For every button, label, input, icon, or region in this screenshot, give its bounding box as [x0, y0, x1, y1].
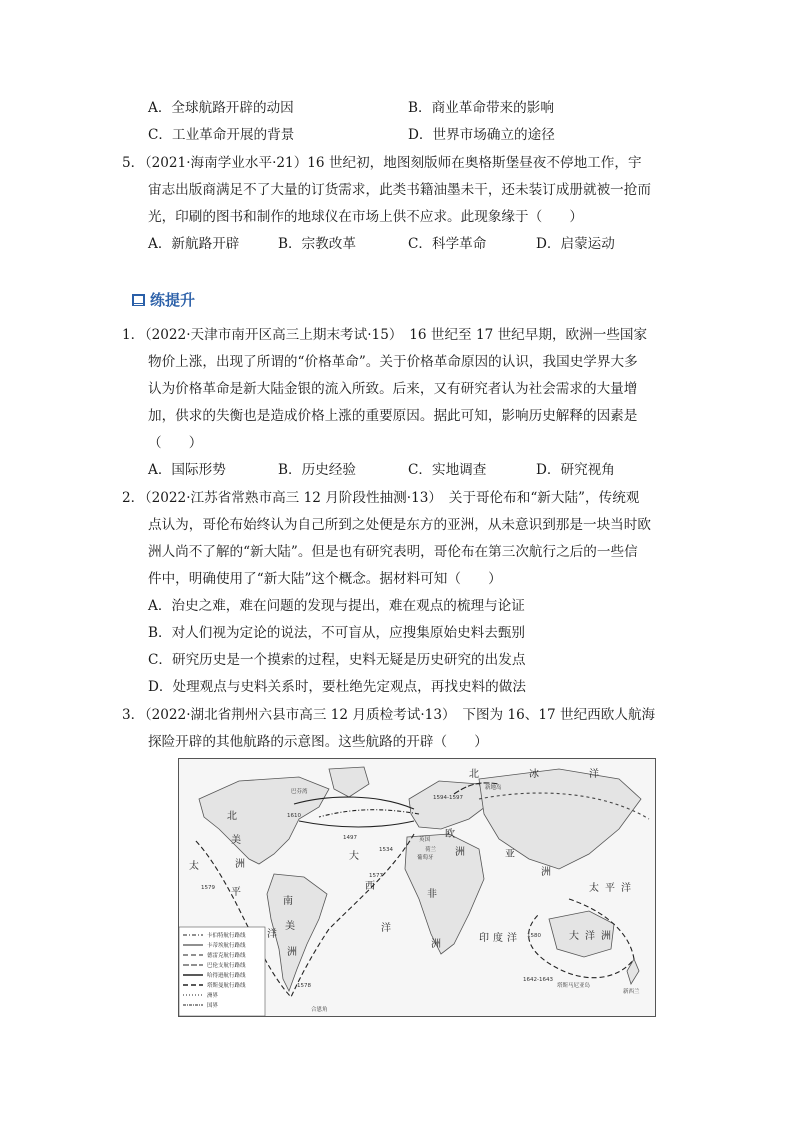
label-arctic-1: 北 — [469, 769, 479, 780]
label-atlantic-1: 大 — [349, 851, 359, 862]
legend-continent-border: 洲界 — [207, 993, 219, 999]
label-europe-1: 欧 — [445, 829, 455, 840]
label-indian-ocean: 印度洋 — [479, 933, 521, 944]
map-legend — [179, 927, 265, 1016]
new-zealand-land — [627, 959, 639, 984]
prev-option-b[interactable]: B．商业革命带来的影响 — [408, 100, 554, 116]
label-south-america-3: 洲 — [287, 947, 297, 958]
label-oceania: 大洋洲 — [569, 931, 617, 942]
map-svg — [179, 759, 655, 1016]
label-asia-1: 亚 — [505, 849, 515, 860]
label-north-america-3: 洲 — [235, 859, 245, 870]
prev-option-d[interactable]: D．世界市场确立的途径 — [408, 127, 555, 143]
year-1579: 1579 — [201, 885, 215, 891]
q1-number: 1． — [122, 327, 145, 343]
label-pacific-left-2: 平 — [231, 887, 241, 898]
book-icon — [131, 293, 146, 307]
label-africa-2: 洲 — [431, 939, 441, 950]
q2-option-d[interactable]: D．处理观点与史料关系时，要杜绝先定观点，再找史料的做法 — [148, 679, 526, 695]
prev-option-c[interactable]: C．工业革命开展的背景 — [148, 127, 295, 143]
north-america-land — [199, 777, 329, 864]
place-cape-horn: 合恩角 — [311, 1007, 328, 1013]
place-tasmania: 塔斯马尼亚岛 — [557, 983, 591, 989]
year-1577: 1577 — [369, 873, 383, 879]
q2-line-3: 洲人尚不了解的“新大陆”。但是也有研究表明，哥伦布在第三次航行之后的一些信 — [148, 544, 638, 560]
place-netherlands: 荷兰 — [425, 847, 437, 853]
label-asia-2: 洲 — [541, 867, 551, 878]
q5-line-3: 光，印刷的图书和制作的地球仪在市场上供不应求。此现象缘于（ ） — [148, 209, 583, 225]
asia-land — [479, 769, 641, 869]
legend-cartier: 卡蒂埃航行路线 — [207, 943, 246, 949]
label-atlantic-3: 洋 — [381, 923, 391, 934]
q1-line-4: 加，供求的失衡也是造成价格上涨的重要原因。据此可知，影响历史解释的因素是 — [148, 408, 638, 424]
legend-national-border: 国界 — [207, 1003, 219, 1009]
label-pacific-right: 太平洋 — [589, 883, 637, 894]
q1-option-a[interactable]: A．国际形势 — [148, 462, 226, 478]
cartier-route — [299, 821, 414, 827]
label-pacific-left-1: 太 — [189, 861, 199, 872]
q5-option-a[interactable]: A．新航路开辟 — [148, 236, 240, 252]
label-south-america-2: 美 — [285, 921, 295, 932]
q3-line-2: 探险开辟的其他航路的示意图。这些航路的开辟（ ） — [148, 734, 488, 750]
q1-option-b[interactable]: B．历史经验 — [278, 462, 356, 478]
year-1594-1597: 1594-1597 — [433, 795, 463, 801]
place-portugal: 葡萄牙 — [417, 855, 434, 861]
q5-line-1: （2021·海南学业水平·21）16 世纪初，地图刻版师在奥格斯堡昼夜不停地工作，宇 — [138, 155, 642, 171]
label-atlantic-2: 西 — [365, 881, 375, 892]
label-arctic-2: 冰 — [529, 769, 539, 780]
place-england: 英国 — [419, 837, 431, 843]
q1-option-d[interactable]: D．研究视角 — [536, 462, 615, 478]
legend-barents: 巴伦支航行路线 — [207, 963, 246, 969]
place-new-zealand: 新西兰 — [623, 989, 640, 995]
q1-option-c[interactable]: C．实地调查 — [408, 462, 487, 478]
label-arctic-3: 洋 — [589, 769, 599, 780]
q5-option-c[interactable]: C．科学革命 — [408, 236, 487, 252]
legend-hudson: 哈得逊航行路线 — [207, 973, 246, 979]
q2-option-a[interactable]: A．治史之难，难在问题的发现与提出，难在观点的梳理与论证 — [148, 598, 525, 614]
legend-drake: 德雷克航行路线 — [207, 953, 246, 959]
label-europe-2: 洲 — [455, 847, 465, 858]
cabot-route — [319, 810, 419, 817]
q2-option-b[interactable]: B．对人们视为定论的说法，不可盲从，应搜集原始史料去甄别 — [148, 625, 526, 641]
label-north-america-2: 美 — [231, 835, 241, 846]
q5-number: 5． — [122, 155, 145, 171]
legend-cabot: 卡伯特航行路线 — [207, 933, 246, 939]
year-1497: 1497 — [343, 835, 357, 841]
label-north-america-1: 北 — [227, 811, 237, 822]
q3-line-1: （2022·湖北省荆州六县市高三 12 月质检考试·13） 下图为 16、17 世纪西欧人航海 — [138, 707, 656, 723]
q1-line-2: 物价上涨，出现了所谓的“价格革命”。关于价格革命原因的认识，我国史学界大多 — [148, 354, 638, 370]
africa-land — [405, 834, 484, 954]
prev-option-a[interactable]: A．全球航路开辟的动因 — [148, 100, 294, 116]
label-south-america-1: 南 — [283, 896, 293, 907]
q2-line-1: （2022·江苏省常熟市高三 12 月阶段性抽测·13） 关于哥伦布和“新大陆”，传统观 — [138, 490, 640, 506]
label-africa-1: 非 — [427, 889, 437, 900]
q1-line-3: 认为价格革命是新大陆金银的流入所致。后来，又有研究者认为社会需求的大量增 — [148, 381, 638, 397]
q1-line-5: （ ） — [148, 435, 203, 451]
europe-land — [409, 781, 489, 829]
year-1642-1643: 1642-1643 — [523, 977, 553, 983]
q5-option-d[interactable]: D．启蒙运动 — [536, 236, 615, 252]
q1-line-1: （2022·天津市南开区高三上期末考试·15） 16 世纪至 17 世纪早期，欧洲一些国家 — [138, 327, 648, 343]
q2-option-c[interactable]: C．研究历史是一个摸索的过程，史料无疑是历史研究的出发点 — [148, 652, 526, 668]
q2-line-2: 点认为，哥伦布始终认为自己所到之处便是东方的亚洲，从未意识到那是一块当时欧 — [148, 517, 651, 533]
exploration-routes-map — [178, 758, 656, 1017]
place-hudson-bay: 巴芬湾 — [291, 789, 308, 795]
section-title: 练提升 — [150, 291, 196, 309]
legend-tasman: 塔斯曼航行路线 — [207, 983, 246, 989]
label-pacific-left-3: 洋 — [267, 929, 277, 940]
q2-number: 2． — [122, 490, 145, 506]
q3-number: 3． — [122, 707, 145, 723]
year-1610: 1610 — [287, 813, 301, 819]
place-novaya-zemlya: 新地岛 — [485, 785, 502, 791]
year-1580: 1580 — [527, 933, 541, 939]
year-1534: 1534 — [379, 847, 393, 853]
year-1578: 1578 — [297, 983, 311, 989]
greenland-land — [329, 767, 369, 797]
q5-option-b[interactable]: B．宗教改革 — [278, 236, 356, 252]
q5-line-2: 宙志出版商满足不了大量的订货需求，此类书籍油墨未干，还未装订成册就被一抢而 — [148, 182, 651, 198]
q2-line-4: 件中，明确使用了“新大陆”这个概念。据材料可知（ ） — [148, 571, 502, 587]
section-heading — [131, 289, 195, 310]
